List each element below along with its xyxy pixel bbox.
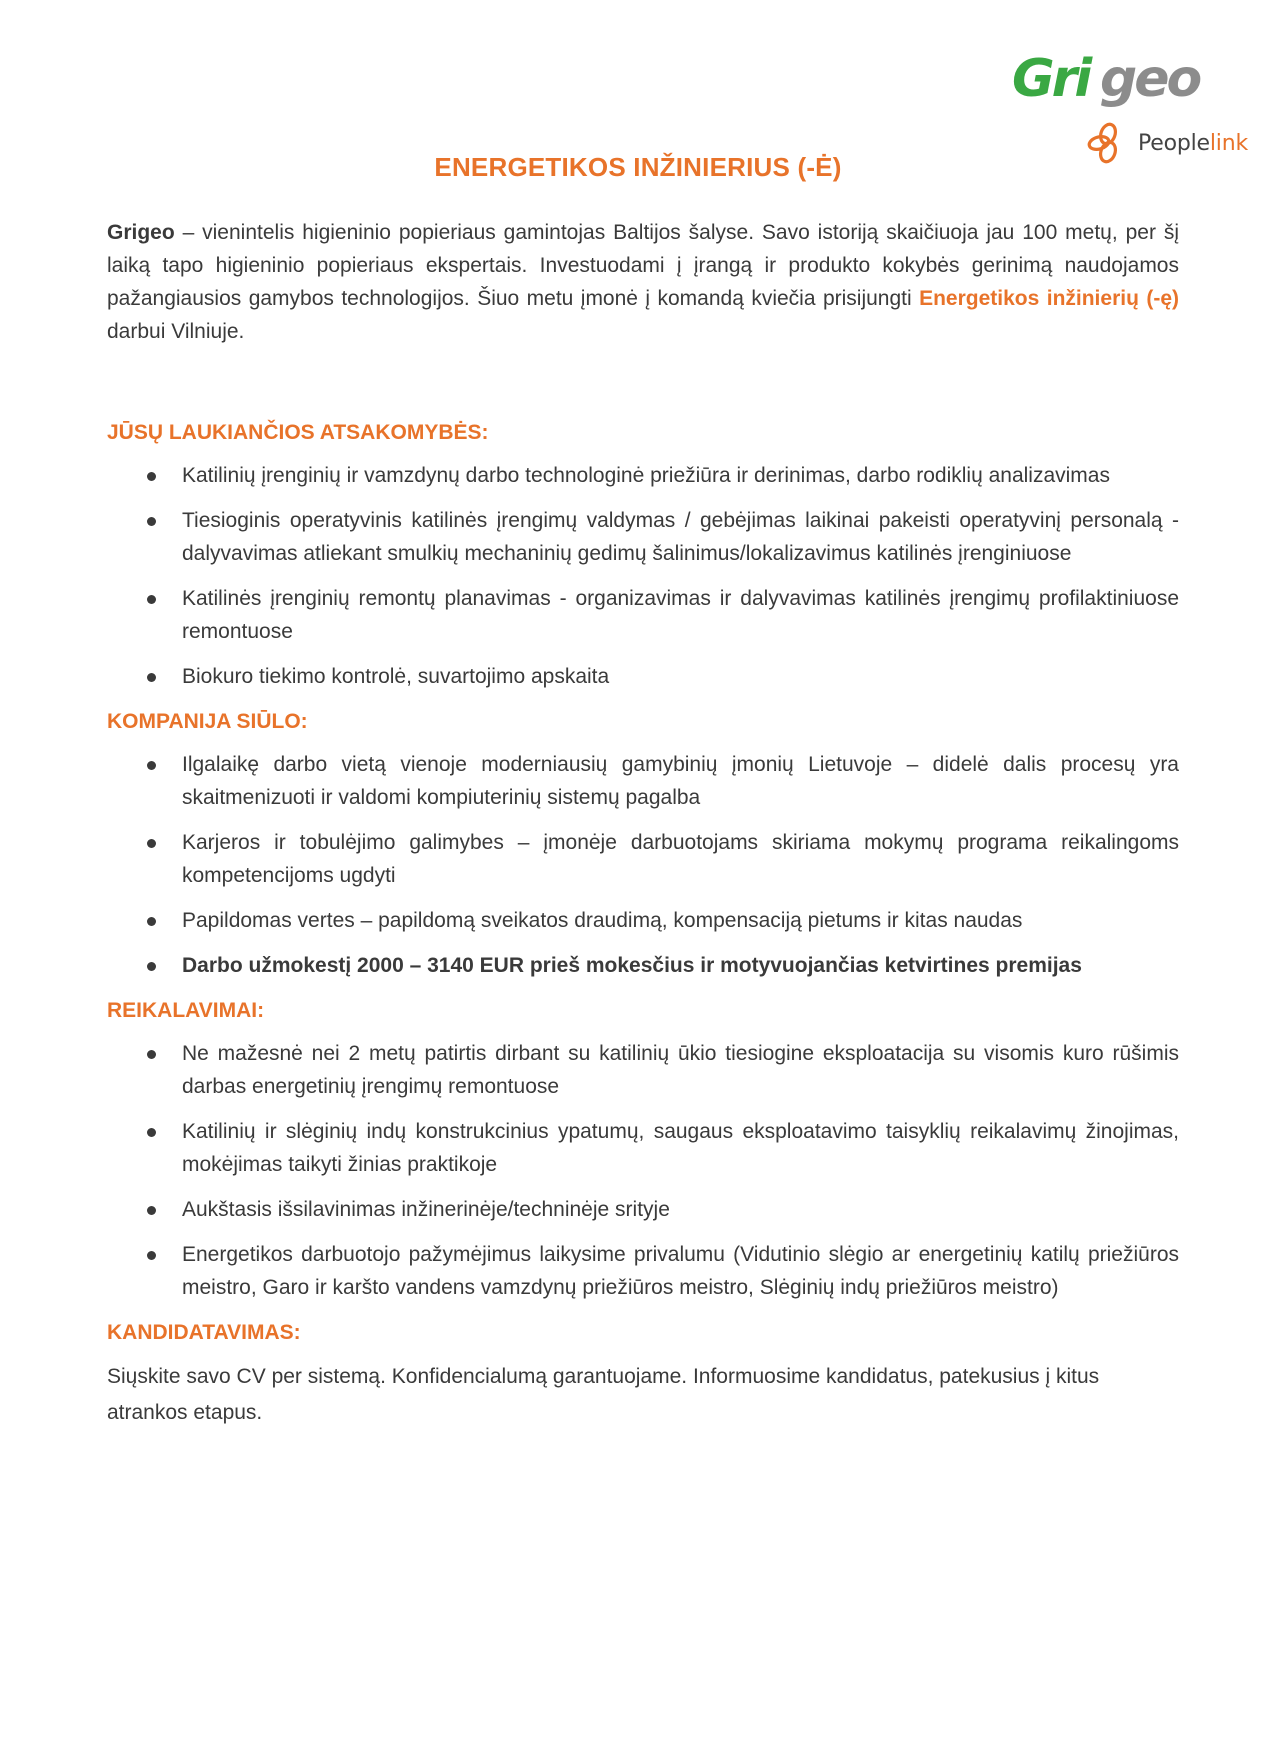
salary-item: Darbo užmokestį 2000 – 3140 EUR prieš mokesčius ir motyvuojančias ketvirtines premijas [107,949,1179,982]
list-item: Papildomas vertes – papildomą sveikatos draudimą, kompensaciją pietums ir kitas naudas [107,904,1179,937]
list-item: Ne mažesnė nei 2 metų patirtis dirbant su katilinių ūkio tiesiogine eksploatacija su visomis kuro rūšimis darbas energetinių įrengimų remontuose [107,1037,1179,1103]
list-item: Katilinių įrenginių ir vamzdynų darbo technologinė priežiūra ir derinimas, darbo rodiklių analizavimas [107,459,1179,492]
responsibilities-list [107,459,1179,693]
role-name: Energetikos inžinierių (-ę) [919,287,1179,310]
intro-paragraph [107,216,1179,348]
application-heading: KANDIDATAVIMAS: [107,1321,301,1344]
list-item: Aukštasis išsilavinimas inžinerinėje/techninėje srityje [107,1193,1179,1226]
list-item: Biokuro tiekimo kontrolė, suvartojimo apskaita [107,660,1179,693]
peoplelink-wordmark: Peoplelink [1138,130,1248,156]
responsibilities-heading: JŪSŲ LAUKIANČIOS ATSAKOMYBĖS: [107,421,489,444]
list-item: Katilinių ir slėginių indų konstrukcinius ypatumų, saugaus eksploatavimo taisyklių reikalavimų žinojimas, mokėjimas taikyti žinias praktikoje [107,1115,1179,1181]
company-name: Grigeo [107,221,175,244]
requirements-heading: REIKALAVIMAI: [107,999,265,1022]
list-item: Energetikos darbuotojo pažymėjimus laikysime privalumu (Vidutinio slėgio ar energetinių katilų priežiūros meistro, Garo ir karšto vandens vamzdynų priežiūros meistro, Slėginių indų priežiūros meistro) [107,1238,1179,1304]
intro-text-1: – vienintelis higieninio popieriaus gamintojas Baltijos šalyse. Savo istoriją skaičiuoja jau 100 metų, per šį laiką tapo higieninio popieriaus ekspertais. Investuodami į įrangą ir produkto kokybės gerinimą naudojamos pažangiausios gamybos technologijos. Šiuo metu įmonė į komandą kviečia prisijungti [107,221,1179,310]
list-item: Tiesioginis operatyvinis katilinės įrengimų valdymas / gebėjimas laikinai pakeisti operatyvinį personalą - dalyvavimas atliekant smulkių mechaninių gedimų šalinimus/lokalizavimus katilinės įrenginiuose [107,504,1179,570]
offer-heading: KOMPANIJA SIŪLO: [107,710,308,733]
offer-list [107,748,1179,982]
svg-text:geo: geo [1100,49,1200,109]
application-text: Siųskite savo CV per sistemą. Konfidencialumą garantuojame. Informuosime kandidatus, patekusius į kitus atrankos etapus. [107,1365,1100,1424]
svg-text:Gri: Gri [1012,49,1090,109]
list-item: Ilgalaikę darbo vietą vienoje moderniausių gamybinių įmonių Lietuvoje – didelė dalis procesų yra skaitmenizuoti ir valdomi kompiuterinių sistemų pagalba [107,748,1179,814]
list-item: Karjeros ir tobulėjimo galimybes – įmonėje darbuotojams skiriama mokymų programa reikalingoms kompetencijoms ugdyti [107,826,1179,892]
intro-text-2: darbui Vilniuje. [107,320,245,343]
document-body [107,216,1179,1452]
list-item: Katilinės įrenginių remontų planavimas - organizavimas ir dalyvavimas katilinės įrengimų profilaktiniuose remontuose [107,582,1179,648]
grigeo-logo [1008,38,1258,118]
page-title: ENERGETIKOS INŽINIERIUS (-Ė) [434,152,842,182]
requirements-list [107,1037,1179,1304]
